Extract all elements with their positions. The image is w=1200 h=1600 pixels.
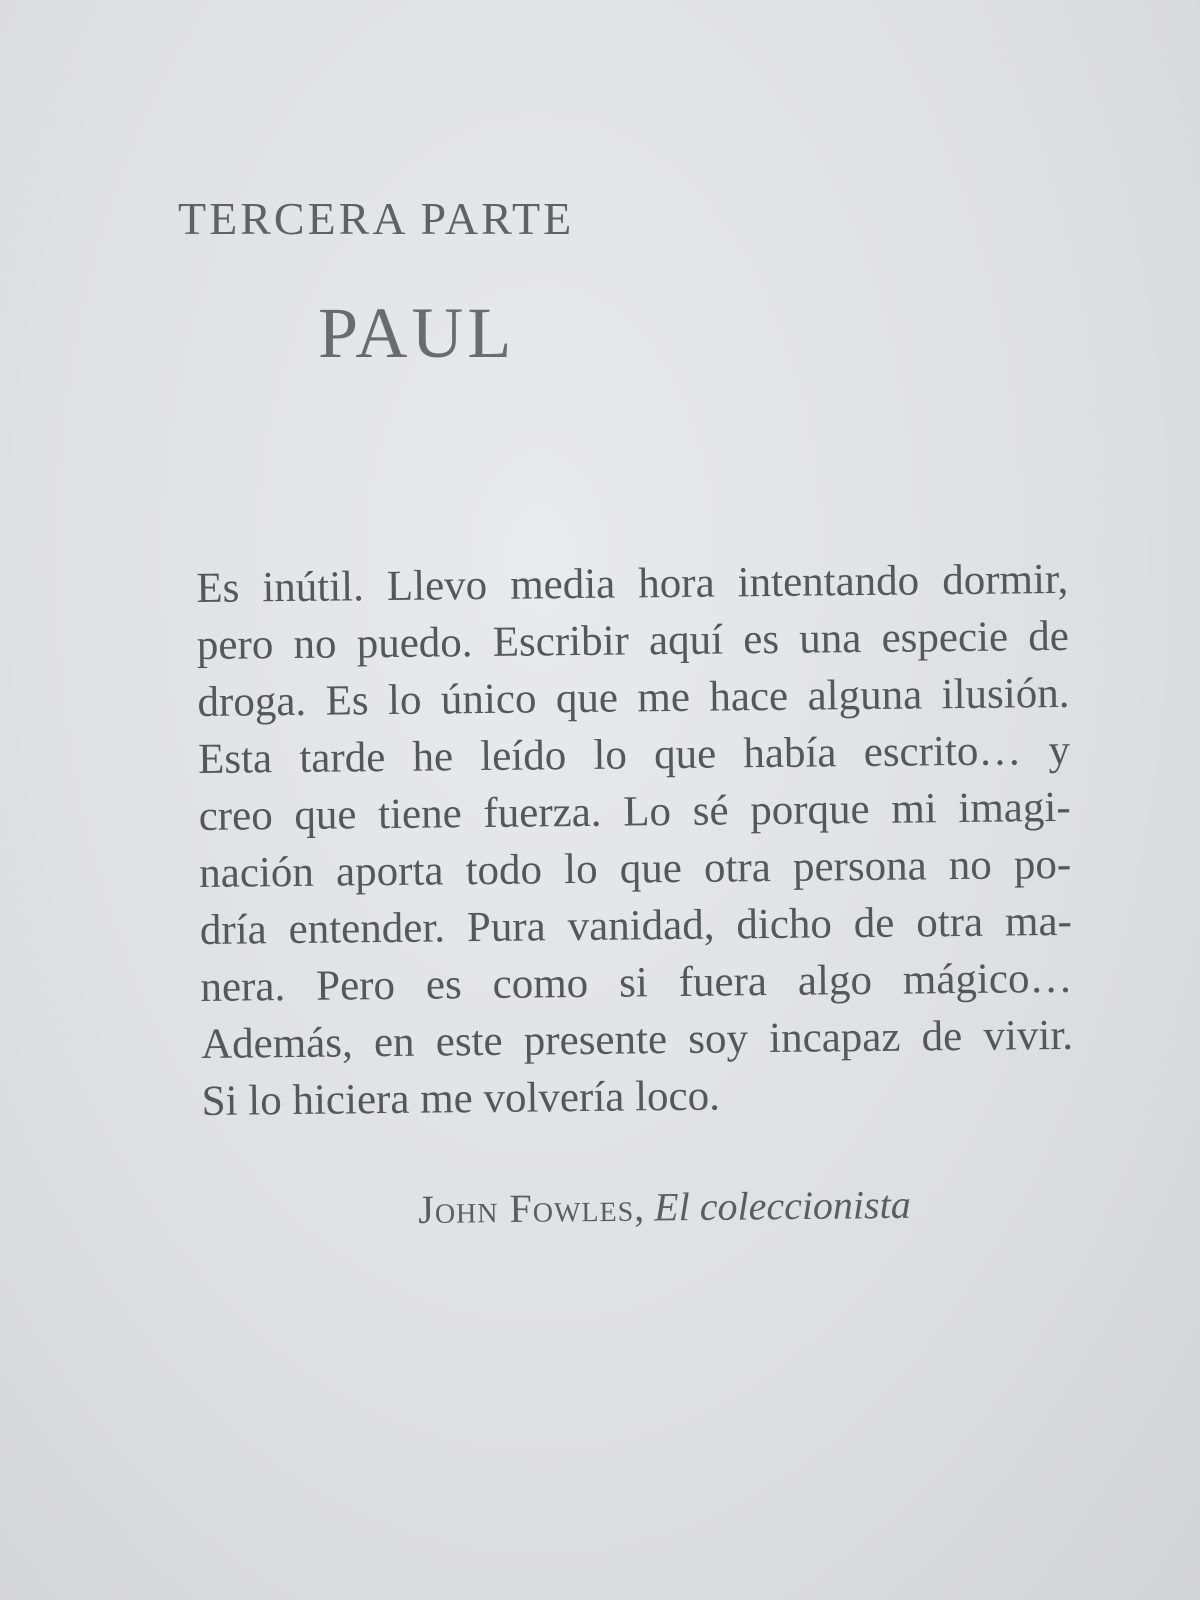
epigraph-line: Es inútil. Llevo media hora intentando dormir, <box>196 555 1069 612</box>
author-name: John Fowles <box>418 1184 635 1232</box>
epigraph-line: dría entender. Pura vanidad, dicho de otra ma- <box>199 897 1073 954</box>
epigraph-line: Esta tarde he leído lo que había escrito… y <box>197 726 1071 783</box>
epigraph-quote <box>196 551 1074 1130</box>
epigraph-line: nación aporta todo lo que otra persona no po- <box>199 840 1072 897</box>
part-heading: TERCERA PARTE <box>178 193 575 244</box>
epigraph-line: pero no puedo. Escribir aquí es una especie de <box>196 612 1070 669</box>
epigraph-line: droga. Es lo único que me hace alguna ilusión. <box>197 669 1070 726</box>
epigraph-line: Además, en este presente soy incapaz de vivir. <box>200 1011 1074 1068</box>
attribution-separator: , <box>633 1184 655 1230</box>
work-title: El coleccionista <box>653 1181 911 1230</box>
part-title: PAUL <box>318 293 516 373</box>
epigraph-line: Si lo hiciera me volvería loco. <box>201 1072 721 1125</box>
epigraph-line: nera. Pero es como si fuera algo mágico… <box>200 954 1073 1011</box>
epigraph-attribution <box>418 1181 911 1233</box>
epigraph-line: creo que tiene fuerza. Lo sé porque mi imagi- <box>198 783 1071 840</box>
